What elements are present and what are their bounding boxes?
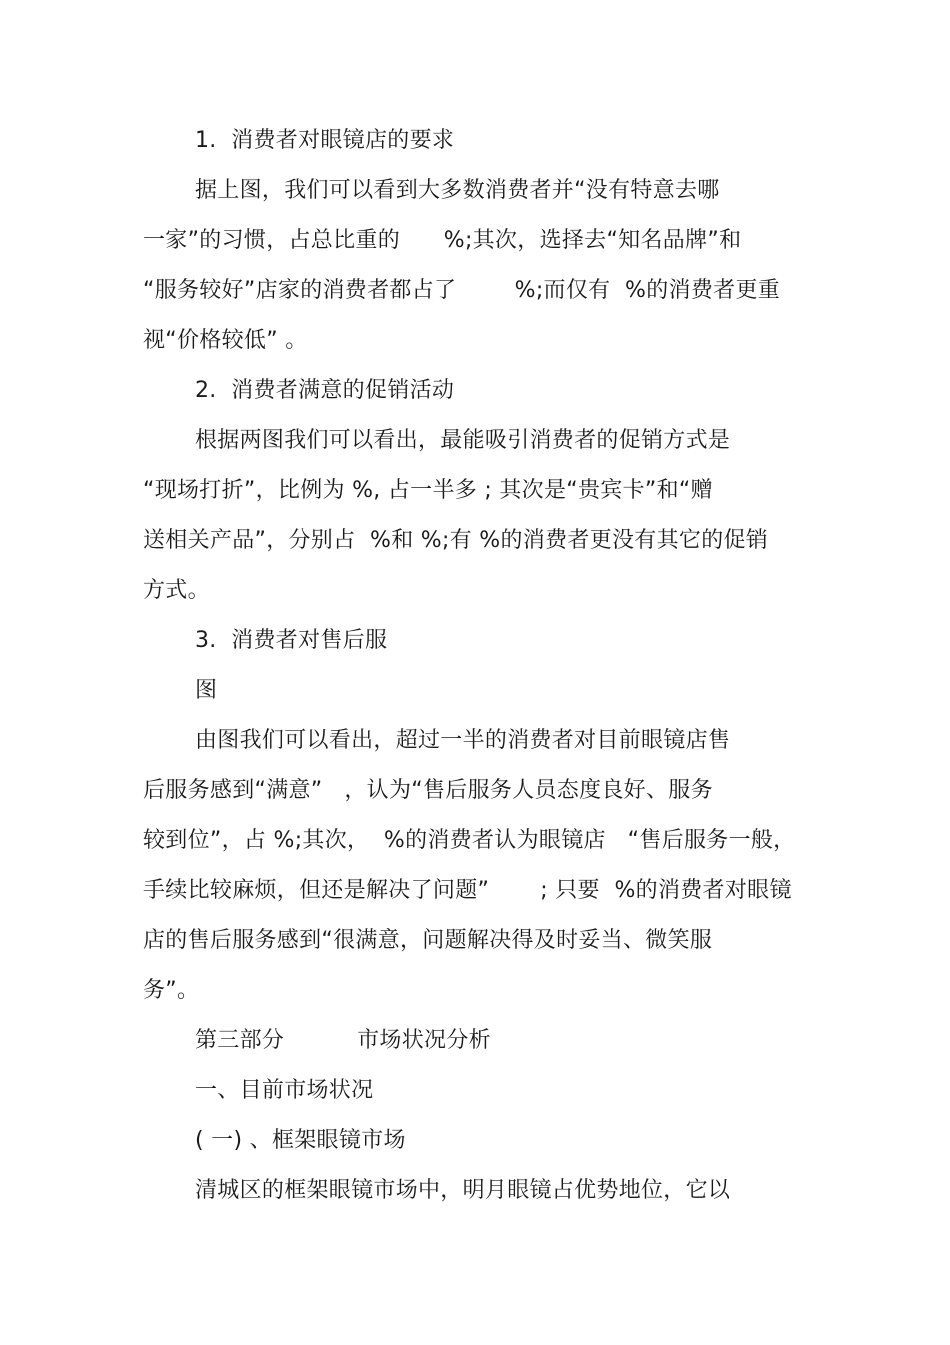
heading-consumer-requirements: 1. 消费者对眼镜店的要求 xyxy=(195,128,455,153)
paragraph-line: 送相关产品”，分别占 %和 %;有 %的消费者更没有其它的促销 xyxy=(143,528,769,553)
subsection-heading: ( 一) 、框架眼镜市场 xyxy=(195,1128,406,1153)
paragraph-line: “现场打折”，比例为 %, 占一半多 ; 其次是“贵宾卡”和“赠 xyxy=(143,478,713,503)
paragraph-line: 店的售后服务感到“很满意，问题解决得及时妥当、微笑服 xyxy=(143,928,713,953)
paragraph-line: 据上图，我们可以看到大多数消费者并“没有特意去哪 xyxy=(195,178,720,203)
paragraph-line: 手续比较麻烦，但还是解决了问题” ; 只要 %的消费者对眼镜 xyxy=(143,878,792,903)
paragraph-line: 后服务感到“满意” ，认为“售后服务人员态度良好、服务 xyxy=(143,778,713,803)
paragraph-line: 较到位”，占 %;其次， %的消费者认为眼镜店 “售后服务一般， xyxy=(143,828,796,853)
heading-promotions: 2. 消费者满意的促销活动 xyxy=(195,378,455,403)
paragraph-line: 一家”的习惯，占总比重的 %;其次，选择去“知名品牌”和 xyxy=(143,228,742,253)
paragraph-line: “服务较好”店家的消费者都占了 %;而仅有 %的消费者更重 xyxy=(143,278,781,303)
paragraph-line: 务”。 xyxy=(143,978,200,1003)
heading-after-sales: 3. 消费者对售后服 xyxy=(195,628,388,653)
figure-label: 图 xyxy=(195,678,218,703)
part-three-title: 第三部分 市场状况分析 xyxy=(195,1028,491,1053)
section-heading: 一、目前市场状况 xyxy=(195,1078,374,1103)
paragraph-line: 方式。 xyxy=(143,578,210,603)
paragraph-line: 清城区的框架眼镜市场中，明月眼镜占优势地位，它以 xyxy=(195,1178,731,1203)
paragraph-line: 由图我们可以看出，超过一半的消费者对目前眼镜店售 xyxy=(195,728,731,753)
paragraph-line: 根据两图我们可以看出，最能吸引消费者的促销方式是 xyxy=(195,428,731,453)
paragraph-line: 视“价格较低” 。 xyxy=(143,328,308,353)
